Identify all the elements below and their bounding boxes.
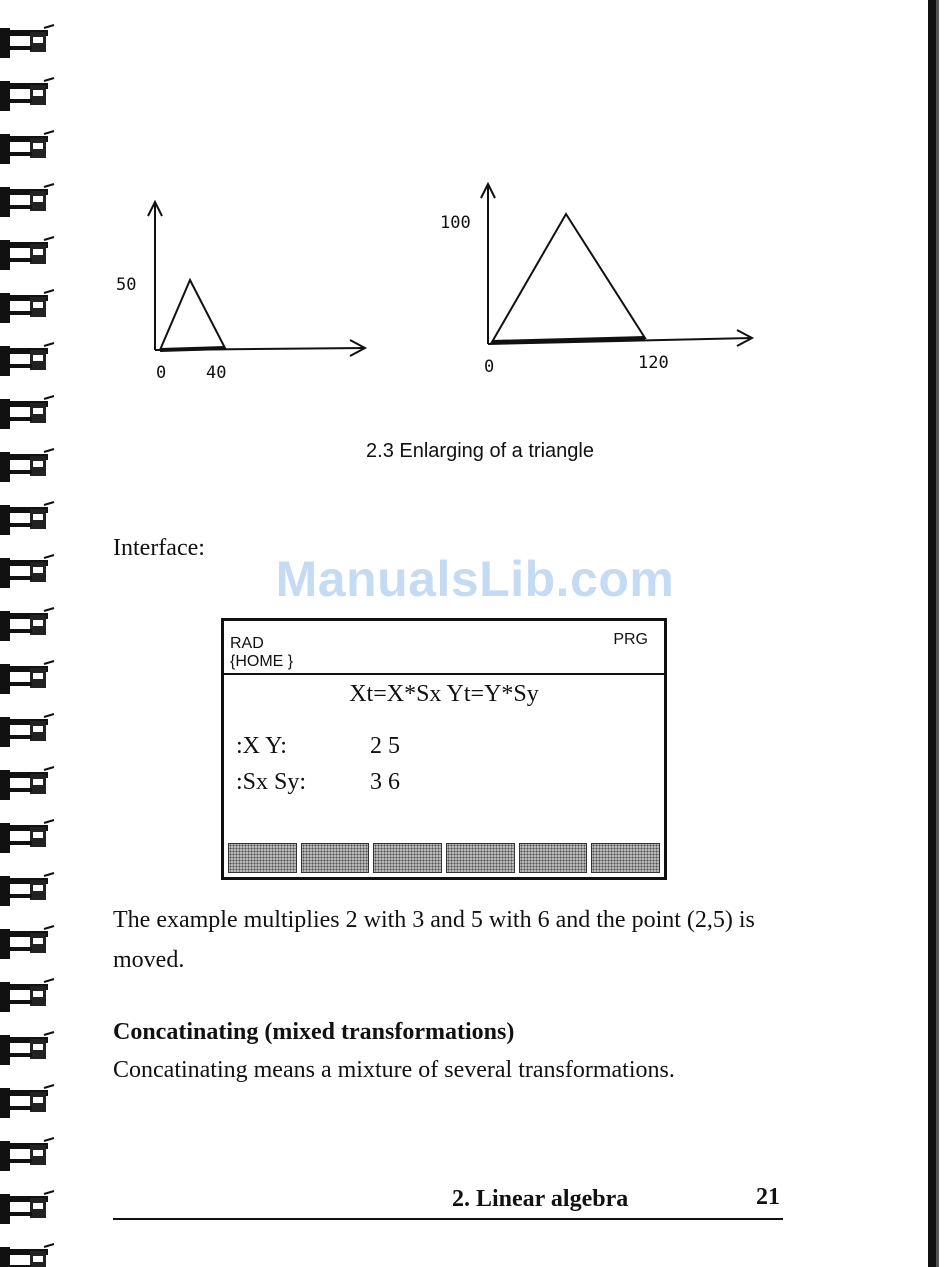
small-triangle: [160, 280, 225, 350]
triangle-figure: [100, 160, 800, 400]
footer-chapter: 2. Linear algebra: [452, 1186, 629, 1212]
status-bar: [224, 621, 664, 675]
binding-ring: [0, 184, 54, 217]
binding-ring: [0, 820, 54, 853]
binding-ring: [0, 714, 54, 747]
angle-mode: RAD: [230, 635, 264, 652]
binding-ring: [0, 1244, 54, 1267]
concatinating-paragraph: Concatinating means a mixture of several transformations.: [113, 1057, 675, 1083]
input-value[interactable]: 3 6: [370, 769, 400, 795]
binding-ring: [0, 25, 54, 58]
large-triangle: [492, 214, 645, 342]
left-x-label-40: 40: [206, 363, 227, 383]
spiral-binding: [0, 0, 60, 1267]
binding-ring: [0, 873, 54, 906]
footer-rule: [113, 1218, 783, 1220]
binding-ring: [0, 78, 54, 111]
right-y-label: 100: [440, 213, 471, 233]
page-edge: [924, 0, 950, 1267]
interface-label: Interface:: [113, 535, 205, 561]
softkey-5[interactable]: [519, 843, 588, 873]
watermark: ManualsLib.com: [275, 551, 675, 607]
binding-ring: [0, 290, 54, 323]
directory-path: {HOME }: [230, 653, 294, 670]
binding-ring: [0, 1032, 54, 1065]
binding-ring: [0, 396, 54, 429]
left-plot: [148, 202, 365, 356]
right-x-label-120: 120: [638, 353, 669, 373]
binding-ring: [0, 1191, 54, 1224]
binding-ring: [0, 661, 54, 694]
left-y-label: 50: [116, 275, 137, 295]
input-value[interactable]: 2 5: [370, 733, 400, 759]
right-plot: [481, 184, 752, 346]
left-x-label-0: 0: [156, 363, 167, 383]
softkey-6[interactable]: [591, 843, 660, 873]
input-label: :X Y:: [236, 733, 287, 759]
input-label: :Sx Sy:: [236, 769, 307, 795]
binding-ring: [0, 926, 54, 959]
binding-ring: [0, 608, 54, 641]
binding-ring: [0, 1085, 54, 1118]
binding-ring: [0, 767, 54, 800]
section-heading: Concatinating (mixed transformations): [113, 1019, 515, 1045]
binding-ring: [0, 979, 54, 1012]
calculator-screen: [221, 618, 667, 880]
softkey-4[interactable]: [446, 843, 515, 873]
softkey-menu: [228, 843, 660, 873]
page-number: 21: [756, 1184, 780, 1210]
softkey-1[interactable]: [228, 843, 297, 873]
binding-ring: [0, 131, 54, 164]
input-row-xy[interactable]: [236, 733, 400, 760]
figure-caption: 2.3 Enlarging of a triangle: [366, 440, 594, 462]
binding-ring: [0, 1138, 54, 1171]
example-paragraph: The example multiplies 2 with 3 and 5 with 6 and the point (2,5) is moved.: [113, 907, 755, 973]
softkey-3[interactable]: [373, 843, 442, 873]
binding-ring: [0, 343, 54, 376]
right-x-label-0: 0: [484, 357, 495, 377]
formula-line: Xt=X*Sx Yt=Y*Sy: [349, 681, 539, 707]
softkey-2[interactable]: [301, 843, 370, 873]
input-row-sxsy[interactable]: [236, 769, 400, 796]
binding-ring: [0, 237, 54, 270]
prg-indicator: PRG: [613, 631, 648, 648]
binding-ring: [0, 502, 54, 535]
